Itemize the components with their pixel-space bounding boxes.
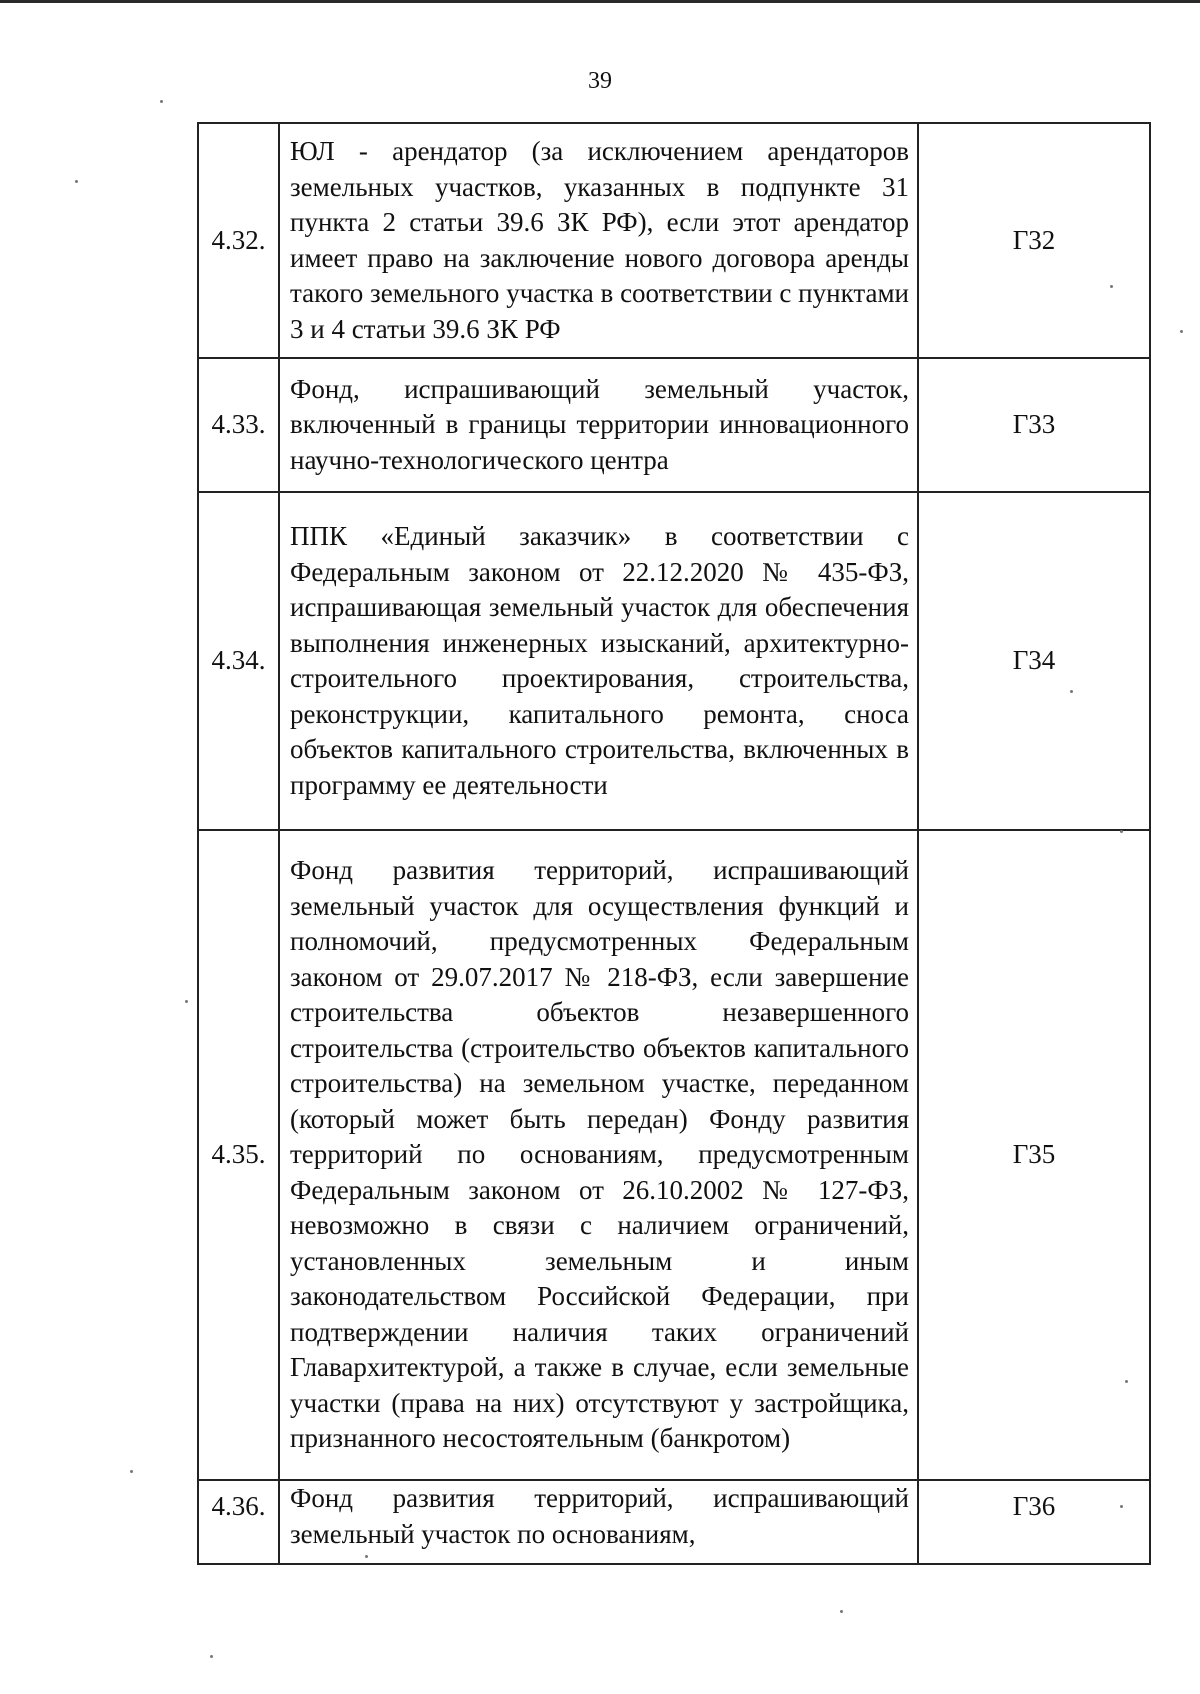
row-description: ЮЛ - арендатор (за исключением арендаторов земельных участков, указанных в подпункте 31 пункта 2 статьи 39.6 ЗК РФ), если этот арендатор имеет право на заключение нового договора аренды такого земельного участка в соответствии с пунктами 3 и 4 статьи 39.6 ЗК РФ (279, 123, 918, 358)
scan-speck (1120, 1505, 1123, 1508)
row-code: Г36 (918, 1480, 1150, 1564)
scan-speck (1125, 1380, 1128, 1383)
scan-speck (1120, 830, 1123, 833)
scan-speck (1180, 330, 1183, 333)
scan-speck (1110, 285, 1113, 288)
scan-speck (1070, 690, 1073, 693)
row-number: 4.35. (198, 830, 279, 1480)
table-row (198, 1480, 1150, 1564)
document-table (197, 122, 1151, 1565)
scan-speck (210, 1655, 213, 1658)
table-row (198, 492, 1150, 830)
row-number: 4.36. (198, 1480, 279, 1564)
scan-top-edge (0, 0, 1200, 3)
scan-speck (75, 180, 78, 183)
table-row (198, 123, 1150, 358)
scan-speck (365, 1555, 368, 1558)
table-row (198, 830, 1150, 1480)
row-number: 4.32. (198, 123, 279, 358)
table-row (198, 358, 1150, 492)
row-number: 4.34. (198, 492, 279, 830)
scan-speck (160, 100, 163, 103)
scan-speck (185, 1000, 188, 1003)
row-description: Фонд, испрашивающий земельный участок, включенный в границы территории инновационного научно-технологического центра (279, 358, 918, 492)
row-description: Фонд развития территорий, испрашивающий земельный участок для осуществления функций и полномочий, предусмотренных Федеральным законом от 29.07.2017 № 218-ФЗ, если завершение строительства объектов незавершенного строительства (строительство объектов капитального строительства) на земельном участке, переданном (который может быть передан) Фонду развития территорий по основаниям, предусмотренным Федеральным законом от 26.10.2002 № 127-ФЗ, невозможно в связи с наличием ограничений, установленных земельным и иным законодательством Российской Федерации, при подтверждении наличия таких ограничений Главархитектурой, а также в случае, если земельные участки (права на них) отсутствуют у застройщика, признанного несостоятельным (банкротом) (279, 830, 918, 1480)
row-code: Г32 (918, 123, 1150, 358)
row-number: 4.33. (198, 358, 279, 492)
scan-speck (130, 1470, 133, 1473)
row-code: Г34 (918, 492, 1150, 830)
row-description: ППК «Единый заказчик» в соответствии с Федеральным законом от 22.12.2020 № 435-ФЗ, испрашивающая земельный участок для обеспечения выполнения инженерных изысканий, архитектурно-строительного проектирования, строительства, реконструкции, капитального ремонта, сноса объектов капитального строительства, включенных в программу ее деятельности (279, 492, 918, 830)
row-description: Фонд развития территорий, испрашивающий земельный участок по основаниям, (279, 1480, 918, 1564)
row-code: Г33 (918, 358, 1150, 492)
row-code: Г35 (918, 830, 1150, 1480)
scan-speck (840, 1610, 843, 1613)
page-number: 39 (588, 68, 612, 94)
